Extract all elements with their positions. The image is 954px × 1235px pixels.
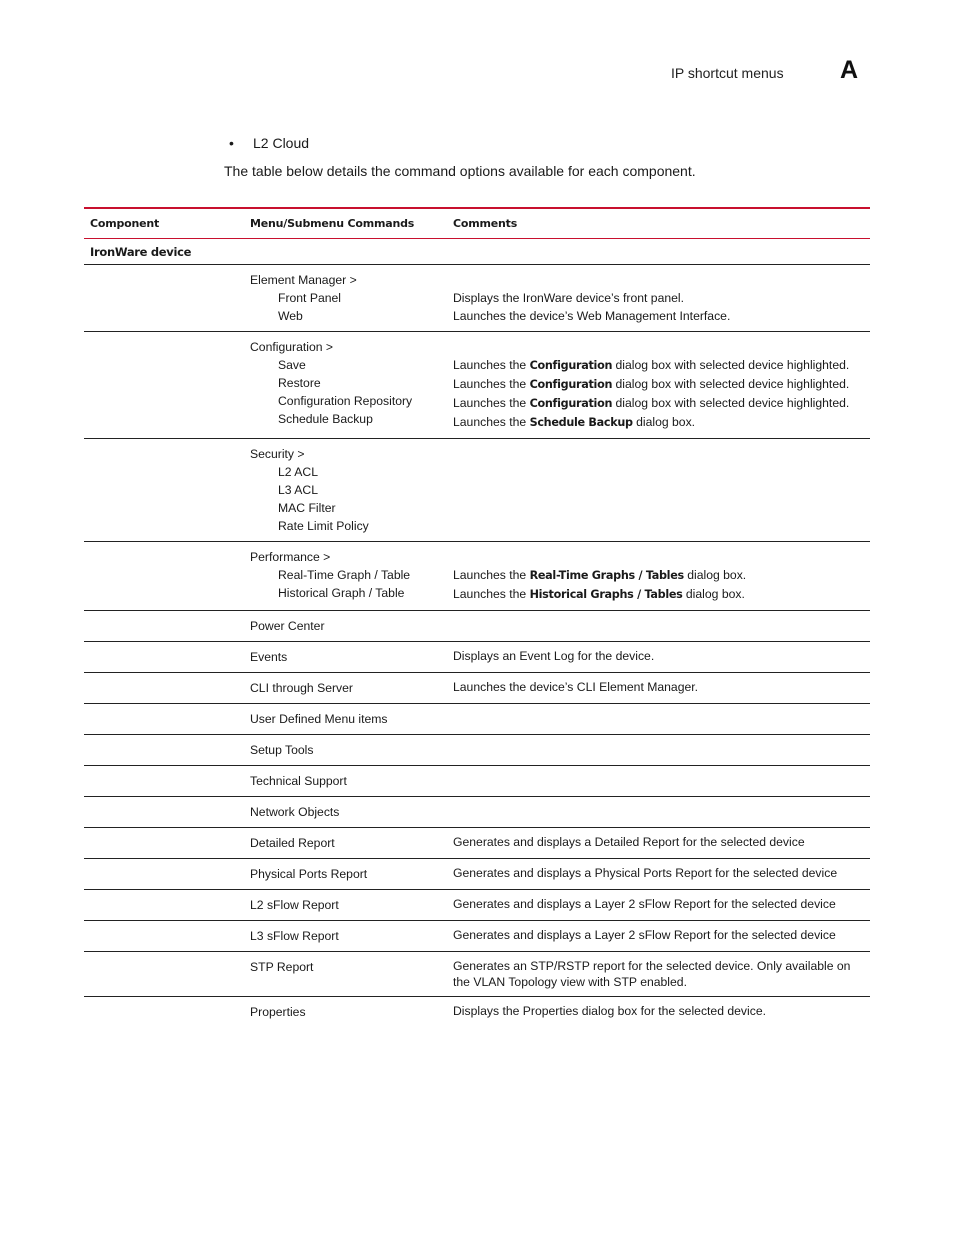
comment-cell — [446, 611, 870, 642]
menu-command: L3 sFlow Report — [250, 929, 339, 943]
submenu-command: Rate Limit Policy — [278, 519, 369, 533]
comment-text: Displays the Properties dialog box for the selected device. — [453, 1004, 766, 1018]
comment-cell — [446, 735, 870, 766]
comment-line — [453, 585, 864, 604]
bullet-text: L2 Cloud — [253, 135, 310, 151]
menu-command: Physical Ports Report — [250, 867, 368, 881]
component-cell — [84, 952, 244, 997]
menu-cell — [244, 952, 446, 997]
component-cell — [84, 332, 244, 439]
menu-cell — [244, 611, 446, 642]
submenu-command: Schedule Backup — [278, 412, 373, 426]
comment-line — [453, 375, 864, 394]
menu-command: User Defined Menu items — [250, 712, 388, 726]
menu-command: Detailed Report — [250, 836, 335, 850]
dialog-name: Real-Time Graphs / Tables — [529, 569, 684, 582]
submenu-command: Front Panel — [278, 291, 342, 305]
component-name: IronWare device — [84, 239, 244, 265]
comment-line — [453, 307, 864, 325]
appendix-letter: A — [840, 56, 859, 84]
menu-cell — [244, 673, 446, 704]
comment-cell — [446, 921, 870, 952]
menu-cell — [244, 542, 446, 611]
comment-cell — [446, 542, 870, 611]
dialog-name: Configuration — [529, 359, 613, 372]
comment-text: Generates and displays a Detailed Report for the selected device — [453, 835, 805, 849]
comment-spacer — [453, 548, 864, 566]
component-cell — [84, 642, 244, 673]
comment-line — [453, 679, 864, 695]
table-row — [84, 542, 870, 611]
comment-text: Launches the — [453, 377, 530, 391]
menu-cell — [244, 828, 446, 859]
header-component: Component — [84, 208, 244, 239]
intro-paragraph: The table below details the command options available for each component. — [224, 163, 696, 179]
table-row — [84, 766, 870, 797]
table-row — [84, 704, 870, 735]
menu-command: Power Center — [250, 619, 325, 633]
comment-line — [453, 648, 864, 664]
comment-text: dialog box. — [632, 415, 696, 429]
comment-spacer — [453, 338, 864, 356]
comment-text: dialog box. — [682, 587, 745, 601]
dialog-name: Schedule Backup — [529, 416, 633, 429]
menu-cell — [244, 859, 446, 890]
comment-line — [453, 896, 864, 912]
comment-cell — [446, 797, 870, 828]
menu-cell — [244, 704, 446, 735]
submenu-command: Web — [278, 309, 303, 323]
submenu-command: MAC Filter — [278, 501, 336, 515]
component-cell — [84, 704, 244, 735]
comment-line — [453, 289, 864, 307]
comment-cell — [446, 439, 870, 542]
comment-text: dialog box. — [683, 568, 747, 582]
header-menu-commands: Menu/Submenu Commands — [244, 208, 446, 239]
comment-text: Launches the — [453, 415, 530, 429]
comment-line — [453, 958, 864, 990]
comment-text: Generates an STP/RSTP report for the selected device. Only available on the VLAN Topology view with STP enabled. — [453, 959, 851, 989]
comment-cell — [446, 890, 870, 921]
comment-text: Displays the IronWare device’s front panel. — [453, 291, 684, 305]
component-row — [84, 239, 870, 265]
comment-line — [453, 413, 864, 432]
comment-text: dialog box with selected device highlighted. — [612, 358, 850, 372]
menu-command: Performance > — [250, 550, 331, 564]
menu-cell — [244, 332, 446, 439]
component-cell — [84, 673, 244, 704]
submenu-command: L3 ACL — [278, 483, 318, 497]
dialog-name: Configuration — [529, 378, 613, 391]
table-row — [84, 265, 870, 332]
menu-command: Events — [250, 650, 288, 664]
menu-command: Properties — [250, 1005, 306, 1019]
comment-line — [453, 394, 864, 413]
table-row — [84, 997, 870, 1028]
table-row — [84, 673, 870, 704]
component-cell — [84, 265, 244, 332]
header-comments: Comments — [446, 208, 870, 239]
comment-text: dialog box with selected device highlighted. — [612, 377, 850, 391]
comment-text: Launches the — [453, 568, 530, 582]
comment-line — [453, 1003, 864, 1019]
comment-line — [453, 481, 864, 499]
table-row — [84, 439, 870, 542]
table-row — [84, 859, 870, 890]
comment-text: Launches the — [453, 358, 530, 372]
comment-line — [453, 463, 864, 481]
menu-command: Setup Tools — [250, 743, 314, 757]
table-row — [84, 952, 870, 997]
comment-text: Launches the device’s Web Management Interface. — [453, 309, 731, 323]
menu-cell — [244, 766, 446, 797]
component-cell — [84, 797, 244, 828]
table-row — [84, 890, 870, 921]
menu-command: L2 sFlow Report — [250, 898, 339, 912]
menu-cell — [244, 735, 446, 766]
comment-cell — [446, 332, 870, 439]
comment-cell — [446, 828, 870, 859]
comment-line — [453, 517, 864, 535]
dialog-name: Historical Graphs / Tables — [529, 588, 683, 601]
menu-cell — [244, 921, 446, 952]
comment-text: Generates and displays a Layer 2 sFlow Report for the selected device — [453, 928, 836, 942]
component-cell — [84, 890, 244, 921]
component-cell — [84, 921, 244, 952]
table-body — [84, 208, 870, 1027]
comment-line — [453, 834, 864, 850]
menu-command: Configuration > — [250, 340, 333, 354]
submenu-command: L2 ACL — [278, 465, 318, 479]
comment-cell — [446, 265, 870, 332]
submenu-command: Historical Graph / Table — [278, 586, 405, 600]
comment-line — [453, 499, 864, 517]
comment-cell — [446, 766, 870, 797]
comment-text: dialog box with selected device highlighted. — [612, 396, 850, 410]
table-header-row — [84, 208, 870, 239]
table-row — [84, 828, 870, 859]
component-cell — [84, 828, 244, 859]
menu-cell — [244, 439, 446, 542]
comment-text: Launches the device’s CLI Element Manager. — [453, 680, 699, 694]
section-title: IP shortcut menus — [671, 65, 784, 81]
menu-cell — [244, 997, 446, 1028]
table-row — [84, 735, 870, 766]
submenu-command: Save — [278, 358, 306, 372]
bullet-item — [229, 135, 309, 151]
component-cell — [84, 439, 244, 542]
component-cell — [84, 766, 244, 797]
comment-cell — [446, 704, 870, 735]
comment-text: Generates and displays a Physical Ports Report for the selected device — [453, 866, 838, 880]
comment-text: Launches the — [453, 587, 530, 601]
menu-command: Technical Support — [250, 774, 347, 788]
submenu-command: Configuration Repository — [278, 394, 413, 408]
comment-cell — [446, 997, 870, 1028]
component-cell — [84, 859, 244, 890]
command-table — [84, 207, 870, 1027]
menu-command: CLI through Server — [250, 681, 353, 695]
menu-cell — [244, 797, 446, 828]
submenu-command: Restore — [278, 376, 321, 390]
menu-cell — [244, 265, 446, 332]
table-row — [84, 642, 870, 673]
menu-command: Network Objects — [250, 805, 340, 819]
comment-cell — [446, 952, 870, 997]
menu-command: STP Report — [250, 960, 314, 974]
comment-cell — [446, 642, 870, 673]
menu-command: Element Manager > — [250, 273, 357, 287]
component-cell — [84, 735, 244, 766]
component-cell — [84, 997, 244, 1028]
component-cell — [84, 542, 244, 611]
comment-spacer — [453, 271, 864, 289]
dialog-name: Configuration — [529, 397, 613, 410]
menu-cell — [244, 642, 446, 673]
table-row — [84, 611, 870, 642]
submenu-command: Real-Time Graph / Table — [278, 568, 411, 582]
bullet-icon: • — [229, 135, 234, 151]
menu-cell — [244, 890, 446, 921]
comment-line — [453, 356, 864, 375]
table-row — [84, 797, 870, 828]
comment-text: Launches the — [453, 396, 530, 410]
comment-cell — [446, 673, 870, 704]
comment-cell — [446, 859, 870, 890]
comment-line — [453, 566, 864, 585]
menu-command: Security > — [250, 447, 305, 461]
comment-line — [453, 927, 864, 943]
table-row — [84, 332, 870, 439]
comment-spacer — [453, 445, 864, 463]
comment-text: Generates and displays a Layer 2 sFlow Report for the selected device — [453, 897, 836, 911]
component-cell — [84, 611, 244, 642]
comment-text: Displays an Event Log for the device. — [453, 649, 655, 663]
comment-line — [453, 865, 864, 881]
table-row — [84, 921, 870, 952]
